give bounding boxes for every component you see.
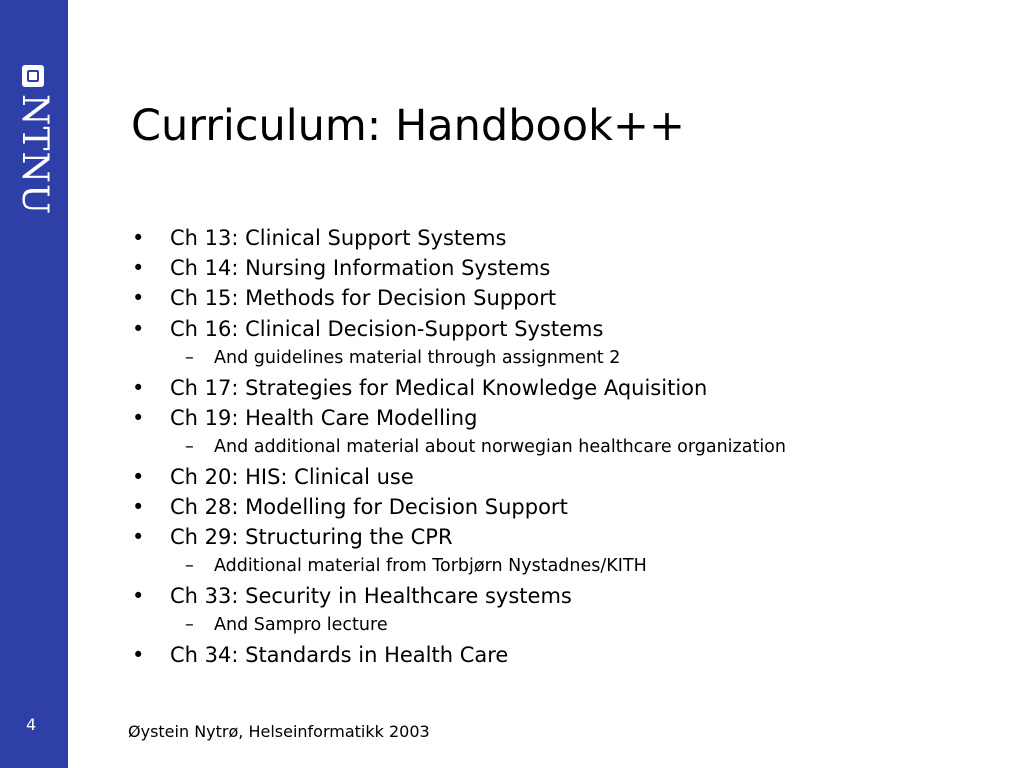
footer-credit: Øystein Nytrø, Helseinformatikk 2003 <box>128 722 430 741</box>
bullet-text: Ch 13: Clinical Support Systems <box>170 226 507 250</box>
bullet-text: Ch 15: Methods for Decision Support <box>170 286 557 311</box>
bullet-text: Ch 16: Clinical Decision-Support Systems <box>170 316 604 341</box>
sub-bullet-text: And guidelines material through assignment 2 <box>214 347 621 368</box>
bullet-item <box>130 403 1010 433</box>
page-number: 4 <box>26 715 37 734</box>
sidebar <box>0 0 68 768</box>
sub-bullet-item <box>130 611 1010 640</box>
bullet-item <box>130 492 1010 522</box>
bullet-marker: • <box>132 584 145 609</box>
bullet-item <box>130 283 1010 313</box>
bullet-item <box>130 581 1010 611</box>
bullet-marker: • <box>132 525 145 550</box>
sub-bullet-text: And additional material about norwegian healthcare organization <box>214 436 786 457</box>
bullet-marker: • <box>132 464 145 489</box>
ntnu-logo-icon <box>22 65 44 87</box>
bullet-text: Ch 28: Modelling for Decision Support <box>170 494 568 519</box>
bullet-text: Ch 17: Strategies for Medical Knowledge Aquisition <box>170 375 708 400</box>
bullet-text: Ch 20: HIS: Clinical use <box>170 464 414 489</box>
bullet-item <box>130 462 1010 492</box>
bullet-text: Ch 19: Health Care Modelling <box>170 405 478 430</box>
bullet-text: Ch 29: Structuring the CPR <box>170 525 453 550</box>
bullet-item <box>130 253 1010 283</box>
bullet-list <box>130 223 1010 670</box>
bullet-marker: • <box>132 494 145 519</box>
sub-bullet-item <box>130 433 1010 462</box>
bullet-item <box>130 373 1010 403</box>
bullet-text: Ch 33: Security in Healthcare systems <box>170 584 572 609</box>
sub-bullet-marker: – <box>185 347 194 368</box>
bullet-item <box>130 314 1010 344</box>
bullet-marker: • <box>132 643 145 668</box>
bullet-item <box>130 522 1010 552</box>
sub-bullet-marker: – <box>185 556 194 577</box>
slide-title: Curriculum: Handbook++ <box>131 101 686 151</box>
sub-bullet-item <box>130 552 1010 581</box>
bullet-item <box>130 640 1010 670</box>
sub-bullet-text: Additional material from Torbjørn Nystadnes/KITH <box>214 556 647 577</box>
bullet-marker: • <box>132 405 145 430</box>
bullet-item <box>130 223 1010 253</box>
bullet-text: Ch 14: Nursing Information Systems <box>170 256 551 281</box>
sub-bullet-text: And Sampro lecture <box>214 615 388 636</box>
sub-bullet-marker: – <box>185 615 194 636</box>
bullet-text: Ch 34: Standards in Health Care <box>170 643 509 668</box>
ntnu-logo-text: NTNU <box>14 94 55 216</box>
bullet-marker: • <box>132 375 145 400</box>
sub-bullet-marker: – <box>185 436 194 457</box>
bullet-marker: • <box>132 286 145 311</box>
bullet-marker: • <box>132 226 145 250</box>
bullet-marker: • <box>132 256 145 281</box>
sub-bullet-item <box>130 344 1010 373</box>
bullet-marker: • <box>132 316 145 341</box>
